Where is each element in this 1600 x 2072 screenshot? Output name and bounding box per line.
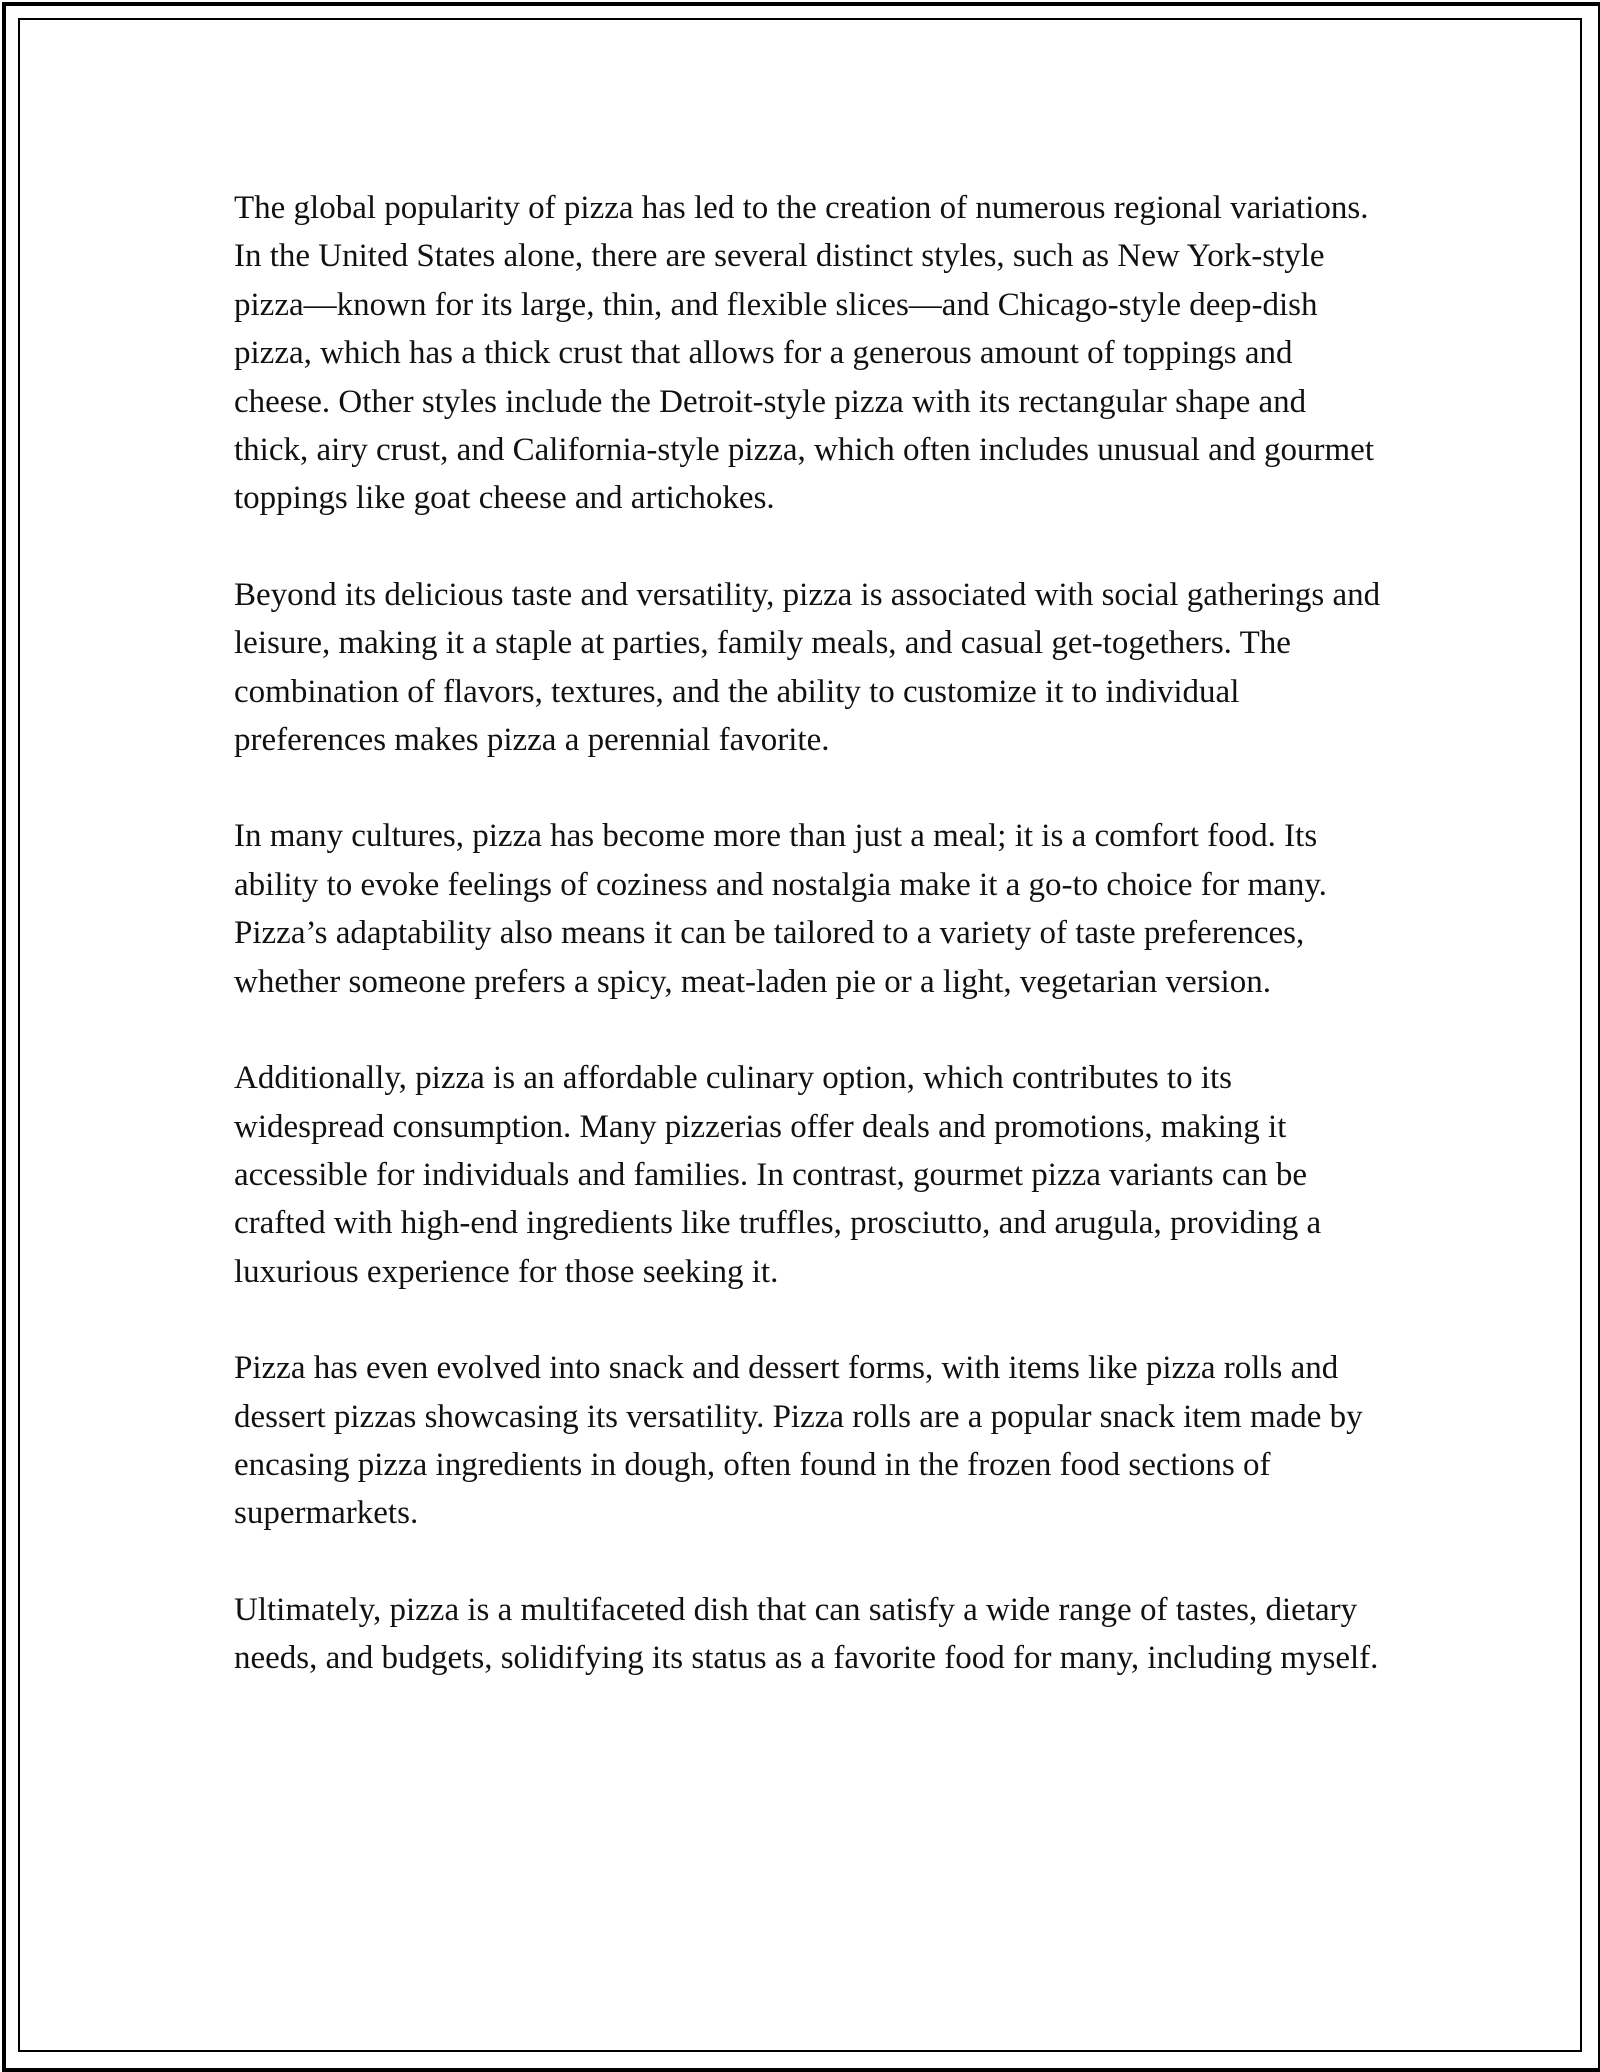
paragraph-comfort-food: In many cultures, pizza has become more than just a meal; it is a comfort food. Its ability to evoke feelings of coziness and nostalgia make it a go-to choice for many. Pizza’s adaptability also means it can be tailored to a variety of taste preferences, whether someone prefers a spicy, meat-laden pie or a light, vegetarian version.: [234, 818, 1327, 1000]
document-body: [234, 184, 1384, 1731]
paragraph-snack-dessert: Pizza has even evolved into snack and dessert forms, with items like pizza rolls and dessert pizzas showcasing its versatility. Pizza rolls are a popular snack item made by encasing pizza ingredients in dough, often found in the frozen food sections of supermarkets.: [234, 1350, 1363, 1532]
paragraph-conclusion: Ultimately, pizza is a multifaceted dish that can satisfy a wide range of tastes, dietary needs, and budgets, solidifying its status as a favorite food for many, including myself.: [234, 1591, 1379, 1677]
paragraph-regional-variations: The global popularity of pizza has led to the creation of numerous regional variations. In the United States alone, there are several distinct styles, such as New York-style pizza—known for its large, thin, and flexible slices—and Chicago-style deep-dish pizza, which has a thick crust that allows for a generous amount of toppings and cheese. Other styles include the Detroit-style pizza with its rectangular shape and thick, airy crust, and California-style pizza, which often includes unusual and gourmet toppings like goat cheese and artichokes.: [234, 190, 1374, 517]
paragraph-social-gatherings: Beyond its delicious taste and versatility, pizza is associated with social gatherings and leisure, making it a staple at parties, family meals, and casual get-togethers. The combination of flavors, textures, and the ability to customize it to individual preferences makes pizza a perennial favorite.: [234, 576, 1381, 759]
paragraph-affordability: Additionally, pizza is an affordable culinary option, which contributes to its widespread consumption. Many pizzerias offer deals and promotions, making it accessible for individuals and families. In contrast, gourmet pizza variants can be crafted with high-end ingredients like truffles, prosciutto, and arugula, providing a luxurious experience for those seeking it.: [234, 1060, 1322, 1290]
